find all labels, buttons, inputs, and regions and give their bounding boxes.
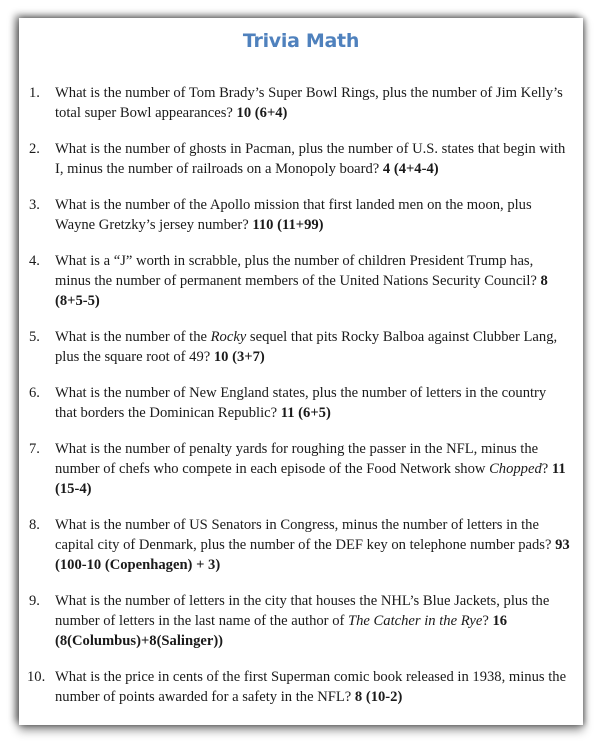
- answer: 16 (8(Columbus)+8(Salinger)): [55, 613, 508, 649]
- answer: 10 (3+7): [213, 349, 265, 365]
- question-text: [55, 253, 548, 309]
- answer: 11 (15-4): [55, 461, 566, 497]
- answer: 4 (4+4-4): [382, 161, 439, 177]
- italic-title: Chopped: [489, 461, 542, 477]
- question-item: [29, 251, 571, 311]
- question-text: [55, 517, 570, 573]
- question-text-segment: What is the price in cents of the first Superman comic book released in 1938, minus the number of points awarded for a safety in the NFL?: [55, 669, 567, 705]
- question-text: [55, 441, 566, 497]
- question-item: [29, 83, 571, 123]
- question-number: 4.: [29, 253, 40, 269]
- question-item: [29, 515, 571, 575]
- question-number: 2.: [29, 141, 40, 157]
- question-number: 5.: [29, 329, 40, 345]
- question-text: [55, 385, 546, 421]
- question-item: [29, 439, 571, 499]
- question-number: 1.: [29, 85, 40, 101]
- question-text-segment: What is the number of letters in the city that houses the NHL’s Blue Jackets, plus the number of letters in the last name of the author of: [55, 593, 550, 629]
- answer: 10 (6+4): [236, 105, 288, 121]
- question-text: [55, 85, 563, 121]
- question-text: [55, 197, 532, 233]
- question-number: 10.: [27, 669, 46, 685]
- question-item: [29, 591, 571, 651]
- question-list: [29, 83, 571, 723]
- question-item: [29, 667, 571, 707]
- question-text-segment: ?: [541, 461, 552, 477]
- answer: 8 (8+5-5): [55, 273, 548, 309]
- question-text: [55, 669, 566, 705]
- question-number: 8.: [29, 517, 40, 533]
- question-text-segment: sequel that pits Rocky Balboa against Clubber Lang, plus the square root of 49?: [55, 329, 558, 365]
- answer: 93 (100-10 (Copenhagen) + 3): [55, 537, 570, 573]
- question-text: [55, 593, 549, 649]
- question-text: [55, 329, 557, 365]
- question-number: 3.: [29, 197, 40, 213]
- question-text-segment: What is the number of US Senators in Congress, minus the number of letters in the capital city of Denmark, plus the number of the DEF key on telephone number pads?: [55, 517, 556, 553]
- question-text-segment: What is a “J” worth in scrabble, plus the number of children President Trump has, minus the number of permanent members of the United Nations Security Council?: [55, 253, 541, 289]
- question-text-segment: ?: [482, 613, 493, 629]
- question-number: 6.: [29, 385, 40, 401]
- question-number: 7.: [29, 441, 40, 457]
- question-number: 9.: [29, 593, 40, 609]
- question-text-segment: What is the number of New England states, plus the number of letters in the country that borders the Dominican Republic?: [55, 385, 547, 421]
- question-item: [29, 195, 571, 235]
- question-item: [29, 383, 571, 423]
- document-page: [19, 18, 583, 725]
- answer: 11 (6+5): [280, 405, 331, 421]
- answer: 8 (10-2): [354, 689, 403, 705]
- question-text-segment: What is the number of Tom Brady’s Super Bowl Rings, plus the number of Jim Kelly’s total super Bowl appearances?: [55, 85, 563, 121]
- answer: 110 (11+99): [252, 217, 324, 233]
- question-text: [55, 141, 565, 177]
- italic-title: Rocky: [210, 329, 247, 345]
- question-item: [29, 327, 571, 367]
- question-text-segment: What is the number of the Apollo mission that first landed men on the moon, plus Wayne Gretzky’s jersey number?: [55, 197, 532, 233]
- question-item: [29, 139, 571, 179]
- question-text-segment: What is the number of ghosts in Pacman, plus the number of U.S. states that begin with I, minus the number of railroads on a Monopoly board?: [55, 141, 566, 177]
- question-text-segment: What is the number of the: [55, 329, 211, 345]
- italic-title: The Catcher in the Rye: [348, 613, 483, 629]
- question-text-segment: What is the number of penalty yards for roughing the passer in the NFL, minus the number of chefs who compete in each episode of the Food Network show: [55, 441, 539, 477]
- document-title: Trivia Math: [242, 30, 360, 52]
